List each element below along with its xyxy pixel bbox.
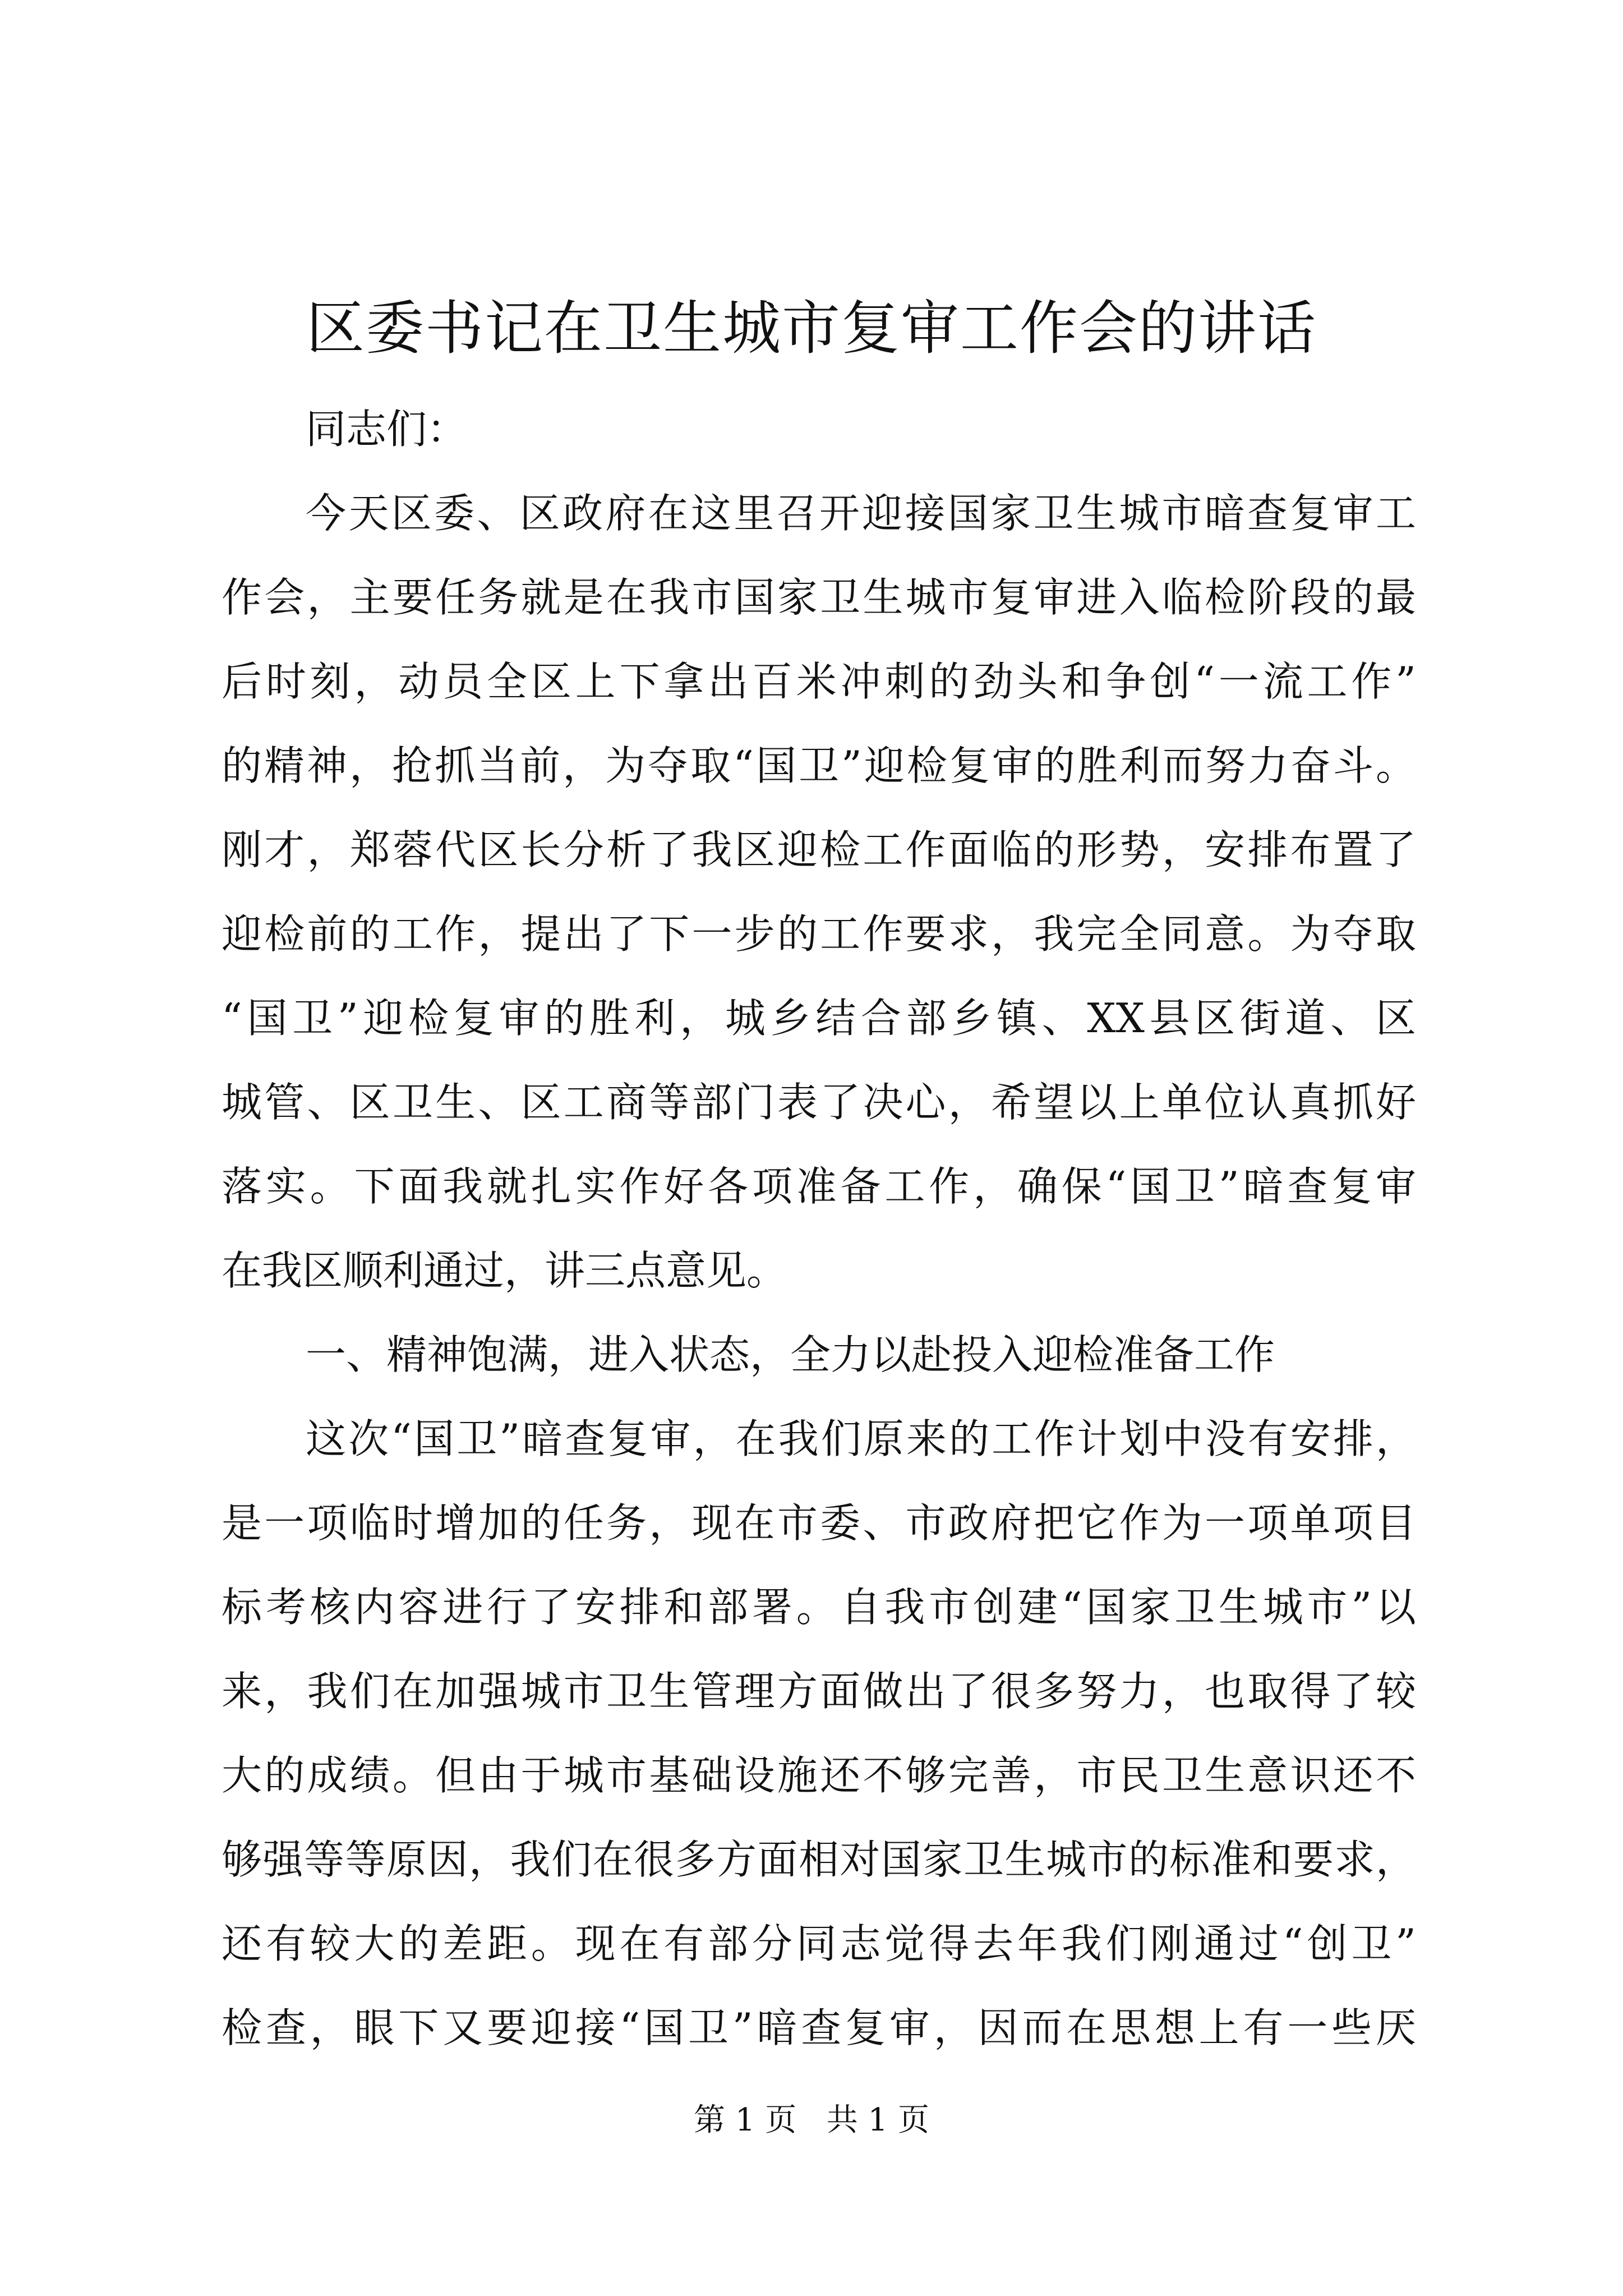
paragraph-line: 的精神，抢抓当前，为夺取“国卫”迎检复审的胜利而努力奋斗。: [222, 742, 1416, 789]
paragraph-line: 城管、区卫生、区工商等部门表了决心，希望以上单位认真抓好: [222, 1079, 1416, 1126]
paragraph-line: 这次“国卫”暗查复审，在我们原来的工作计划中没有安排，: [306, 1415, 1416, 1462]
paragraph-line: 够强等等原因，我们在很多方面相对国家卫生城市的标准和要求，: [222, 1836, 1416, 1883]
paragraph-line: 还有较大的差距。现在有部分同志觉得去年我们刚通过“创卫”: [222, 1920, 1416, 1967]
paragraph-line: 标考核内容进行了安排和部署。自我市创建“国家卫生城市”以: [222, 1584, 1416, 1631]
page-total: 共 1 页: [826, 2102, 929, 2138]
paragraph-line: 是一项临时增加的任务，现在市委、市政府把它作为一项单项目: [222, 1499, 1416, 1547]
paragraph-line: 迎检前的工作，提出了下一步的工作要求，我完全同意。为夺取: [222, 910, 1416, 958]
paragraph-line: 落实。下面我就扎实作好各项准备工作，确保“国卫”暗查复审: [222, 1163, 1416, 1210]
paragraph-line: 来，我们在加强城市卫生管理方面做出了很多努力，也取得了较: [222, 1668, 1416, 1715]
document-body: [222, 387, 1416, 2070]
paragraph-line: 今天区委、区政府在这里召开迎接国家卫生城市暗查复审工: [306, 490, 1416, 537]
footer-spacer: [806, 2102, 817, 2138]
page-number: 第 1 页: [694, 2102, 797, 2138]
paragraph-line: “国卫”迎检复审的胜利，城乡结合部乡镇、XX县区街道、区: [222, 995, 1416, 1042]
section-heading: 一、精神饱满，进入状态，全力以赴投入迎检准备工作: [306, 1331, 1275, 1378]
paragraph-line: 检查，眼下又要迎接“国卫”暗查复审，因而在思想上有一些厌: [222, 2004, 1416, 2051]
paragraph-line: 后时刻，动员全区上下拿出百米冲刺的劲头和争创“一流工作”: [222, 658, 1416, 705]
paragraph-line: 刚才，郑蓉代区长分析了我区迎检工作面临的形势，安排布置了: [222, 826, 1416, 873]
document-title: 区委书记在卫生城市复审工作会的讲话: [306, 294, 1317, 362]
paragraph-line: 大的成绩。但由于城市基础设施还不够完善，市民卫生意识还不: [222, 1752, 1416, 1799]
page-footer: [0, 2098, 1623, 2143]
salutation-line: 同志们：: [306, 406, 468, 453]
paragraph-line: 在我区顺利通过，讲三点意见。: [222, 1247, 787, 1294]
paragraph-line: 作会，主要任务就是在我市国家卫生城市复审进入临检阶段的最: [222, 574, 1416, 621]
